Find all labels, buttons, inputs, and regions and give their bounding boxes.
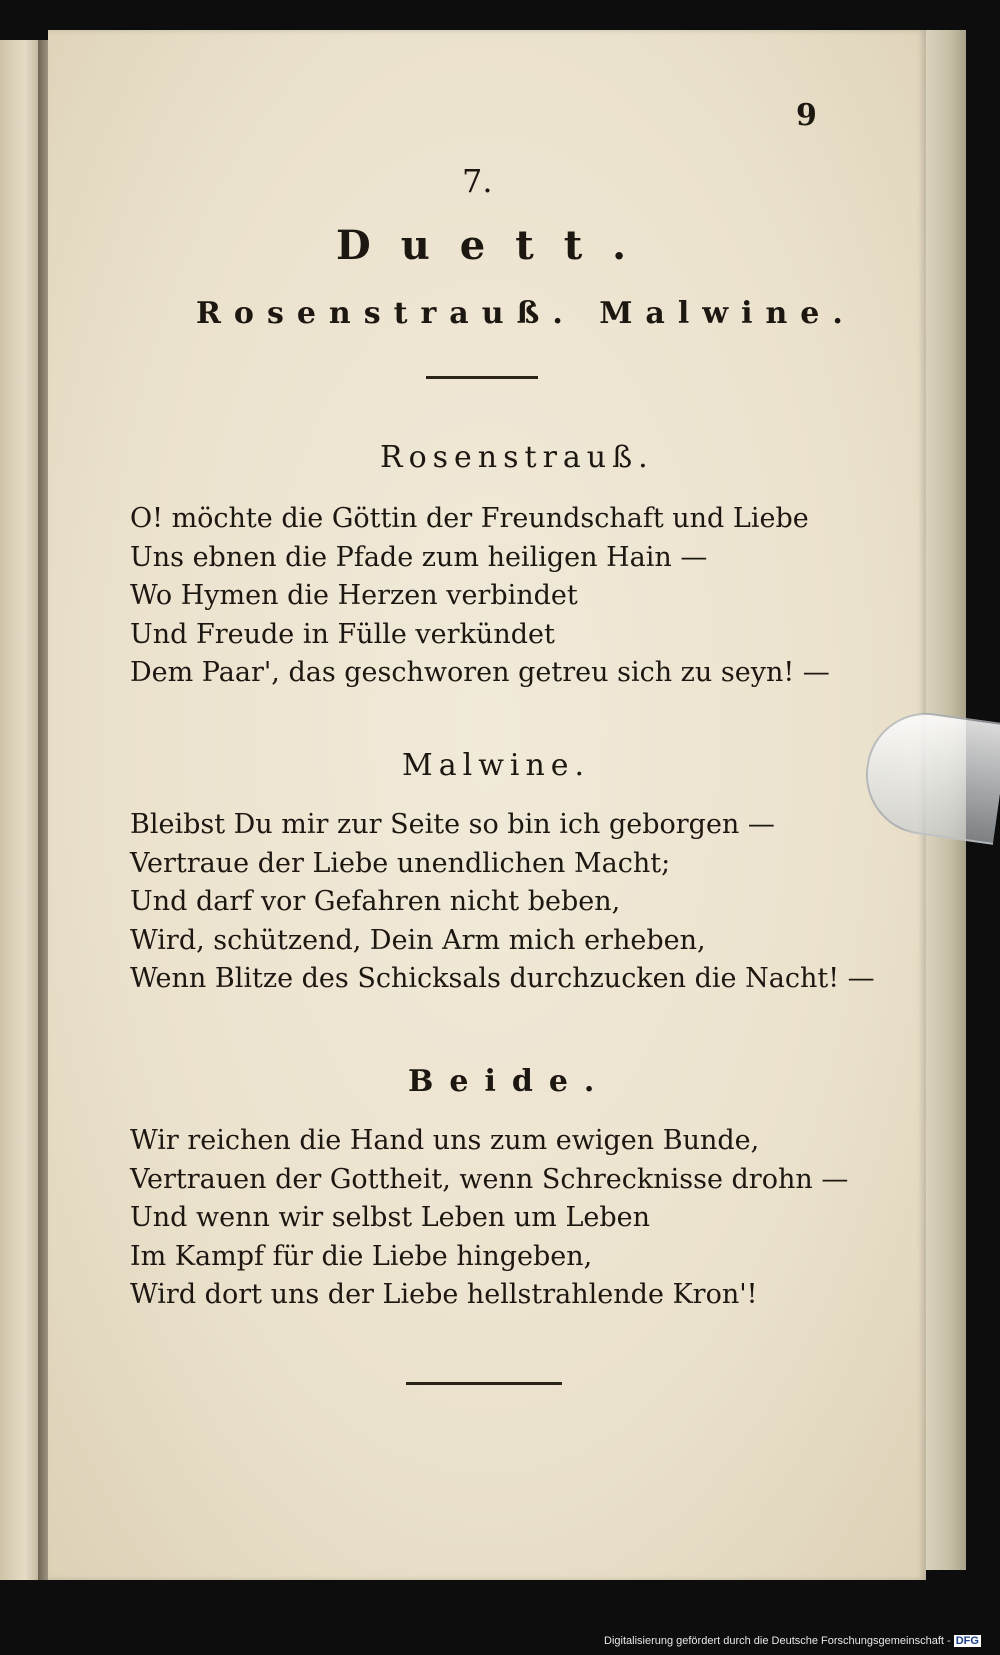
- divider-top: [426, 376, 538, 379]
- verse-line: Und darf vor Gefahren nicht beben,: [130, 886, 621, 917]
- verse-line: Wird, schützend, Dein Arm mich erheben,: [130, 924, 706, 956]
- divider-bottom: [406, 1382, 562, 1385]
- song-number: 7.: [462, 162, 493, 200]
- left-page-edge: [0, 40, 42, 1580]
- verse-line: Wir reichen die Hand uns zum ewigen Bunde,: [130, 1125, 760, 1156]
- speaker-heading: Malwine.: [402, 748, 591, 783]
- characters-heading: Rosenstrauß. Malwine.: [196, 296, 856, 331]
- speaker-heading: Beide.: [408, 1064, 611, 1099]
- credit-text: Digitalisierung gefördert durch die Deutsche Forschungsgemeinschaft -: [604, 1635, 951, 1647]
- verse-line: Bleibst Du mir zur Seite so bin ich geborgen —: [130, 809, 775, 840]
- verse-line: Dem Paar', das geschworen getreu sich zu seyn! —: [130, 657, 830, 688]
- page-number: 9: [796, 98, 817, 133]
- verse-block: [130, 500, 830, 693]
- verse-line: Und Freude in Fülle verkündet: [130, 618, 555, 650]
- speaker-heading: Rosenstrauß.: [380, 440, 654, 475]
- verse-line: Und wenn wir selbst Leben um Leben: [130, 1202, 651, 1233]
- digitization-credit: [604, 1635, 981, 1653]
- verse-line: Wenn Blitze des Schicksals durchzucken die Nacht! —: [130, 963, 875, 994]
- dfg-logo: DFG: [955, 1635, 979, 1647]
- verse-line: Wo Hymen die Herzen verbindet: [130, 580, 578, 611]
- verse-line: Im Kampf für die Liebe hingeben,: [130, 1240, 593, 1272]
- verse-block: [130, 1122, 849, 1315]
- verse-block: [130, 806, 875, 999]
- verse-line: Vertraue der Liebe unendlichen Macht;: [130, 847, 671, 879]
- verse-line: Wird dort uns der Liebe hellstrahlende Kron'!: [130, 1279, 758, 1310]
- page-title: Duett.: [336, 222, 657, 269]
- verse-line: Vertrauen der Gottheit, wenn Schrecknisse drohn —: [130, 1163, 849, 1195]
- verse-line: O! möchte die Göttin der Freundschaft und Liebe: [130, 503, 809, 534]
- verse-line: Uns ebnen die Pfade zum heiligen Hain —: [130, 541, 708, 573]
